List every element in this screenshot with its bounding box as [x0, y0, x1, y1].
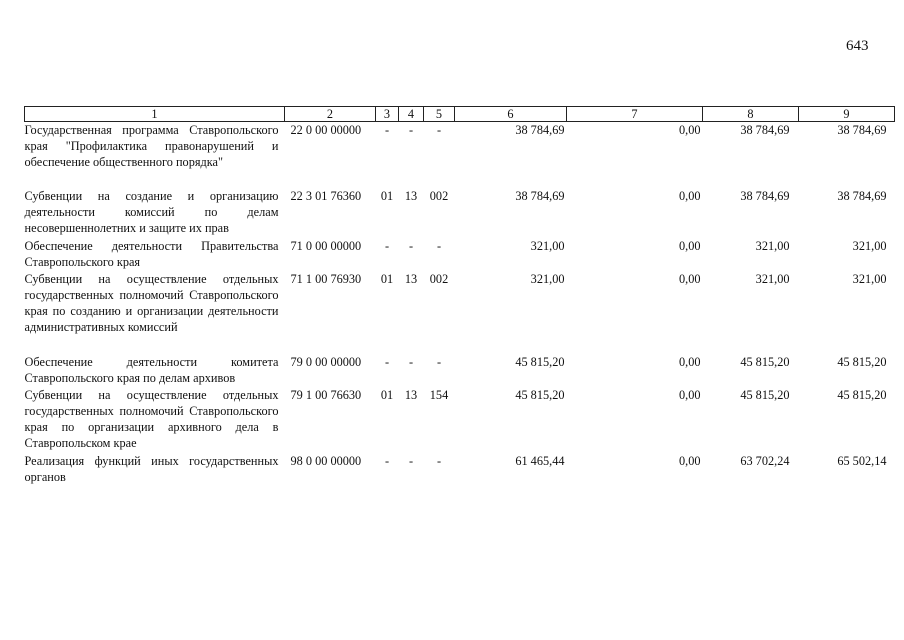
- row-v7: 0,00: [678, 238, 701, 253]
- row-v6: 38 784,69: [515, 188, 565, 203]
- row-c3: -: [384, 354, 390, 369]
- row-v6: 45 815,20: [515, 354, 565, 369]
- row-v6: 321,00: [530, 238, 565, 253]
- table-row: [25, 453, 895, 486]
- row-v9: 65 502,14: [837, 453, 887, 468]
- row-code: 71 1 00 76930: [290, 271, 362, 286]
- row-name: Обеспечение деятельности Правительства Ставропольского края: [24, 238, 279, 269]
- row-v6: 321,00: [530, 271, 565, 286]
- row-name: Государственная программа Ставропольского края "Профилактика правонарушений и обеспечение общественного порядка": [24, 123, 279, 169]
- row-c3: -: [384, 123, 390, 137]
- row-c3: 01: [380, 188, 394, 203]
- row-c5: -: [436, 123, 442, 137]
- row-c4: -: [408, 354, 414, 369]
- row-v8: 45 815,20: [740, 387, 790, 402]
- row-code: 22 3 01 76360: [290, 188, 362, 203]
- row-v9: 321,00: [852, 271, 887, 286]
- row-c4: 13: [404, 387, 418, 402]
- row-c5: -: [436, 453, 442, 468]
- row-name: Реализация функций иных государственных органов: [24, 453, 279, 484]
- row-v7: 0,00: [678, 453, 701, 468]
- row-v8: 63 702,24: [740, 453, 790, 468]
- table-row: [25, 122, 895, 188]
- row-c3: 01: [380, 271, 394, 286]
- col-header-4: 4: [399, 107, 424, 122]
- header-row: [25, 107, 895, 122]
- row-c4: 13: [404, 271, 418, 286]
- row-v8: 45 815,20: [740, 354, 790, 369]
- row-name: Субвенции на создание и организацию деятельности комиссий по делам несовершеннолетних и защите их прав: [24, 188, 279, 235]
- row-v9: 38 784,69: [837, 188, 887, 203]
- row-v9: 45 815,20: [837, 354, 887, 369]
- row-name: Субвенции на осуществление отдельных государственных полномочий Ставропольского края по созданию и организации деятельности административных комиссий: [24, 271, 279, 334]
- row-code: 98 0 00 00000: [290, 453, 362, 468]
- row-v7: 0,00: [678, 123, 701, 137]
- row-v8: 321,00: [755, 271, 790, 286]
- row-c5: -: [436, 354, 442, 369]
- row-c4: -: [408, 453, 414, 468]
- row-c3: -: [384, 238, 390, 253]
- table-row: [25, 387, 895, 453]
- row-c5: 154: [429, 387, 449, 402]
- col-header-3: 3: [376, 107, 399, 122]
- col-header-1: 1: [25, 107, 285, 122]
- row-v7: 0,00: [678, 387, 701, 402]
- row-name: Субвенции на осуществление отдельных государственных полномочий Ставропольского края по организации архивного дела в Ставропольском крае: [24, 387, 279, 450]
- row-c3: -: [384, 453, 390, 468]
- row-v9: 45 815,20: [837, 387, 887, 402]
- row-v9: 38 784,69: [837, 123, 887, 137]
- row-v7: 0,00: [678, 354, 701, 369]
- row-c4: 13: [404, 188, 418, 203]
- row-c4: -: [408, 238, 414, 253]
- row-v8: 38 784,69: [740, 188, 790, 203]
- row-code: 71 0 00 00000: [290, 238, 362, 253]
- page-number: 643: [846, 38, 869, 54]
- row-code: 79 0 00 00000: [290, 354, 362, 369]
- col-header-7: 7: [567, 107, 703, 122]
- row-v9: 321,00: [852, 238, 887, 253]
- row-code: 22 0 00 00000: [290, 123, 362, 137]
- col-header-8: 8: [703, 107, 799, 122]
- table-row: [25, 188, 895, 238]
- col-header-2: 2: [285, 107, 376, 122]
- row-c5: 002: [429, 271, 449, 286]
- col-header-9: 9: [799, 107, 895, 122]
- row-c3: 01: [380, 387, 394, 402]
- row-v6: 61 465,44: [515, 453, 565, 468]
- col-header-5: 5: [424, 107, 455, 122]
- table-row: [25, 354, 895, 387]
- row-v7: 0,00: [678, 188, 701, 203]
- row-v6: 45 815,20: [515, 387, 565, 402]
- row-v8: 321,00: [755, 238, 790, 253]
- budget-table: [24, 106, 895, 486]
- row-v8: 38 784,69: [740, 123, 790, 137]
- table-row: [25, 238, 895, 271]
- row-name: Обеспечение деятельности комитета Ставропольского края по делам архивов: [24, 354, 279, 385]
- row-c5: 002: [429, 188, 449, 203]
- row-code: 79 1 00 76630: [290, 387, 362, 402]
- row-v7: 0,00: [678, 271, 701, 286]
- col-header-6: 6: [455, 107, 567, 122]
- row-c5: -: [436, 238, 442, 253]
- table-row: [25, 271, 895, 354]
- row-c4: -: [408, 123, 414, 137]
- row-v6: 38 784,69: [515, 123, 565, 137]
